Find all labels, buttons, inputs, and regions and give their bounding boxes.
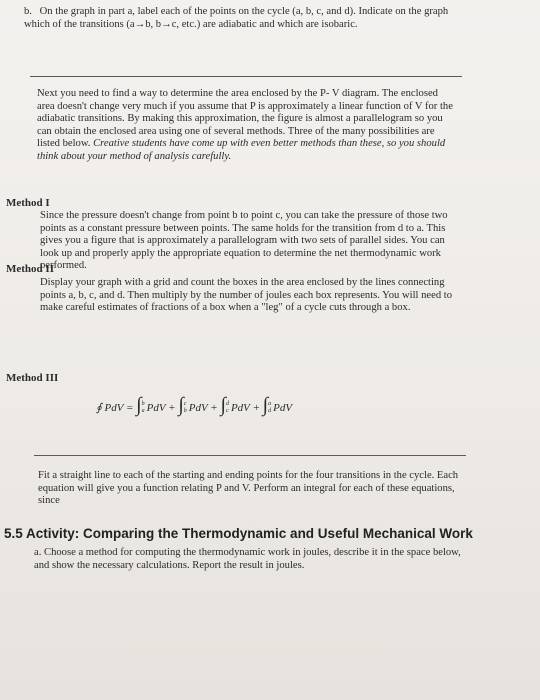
equation-term-4: PdV [273, 402, 293, 414]
intro-text: Next you need to find a way to determine the area enclosed by the P- V diagram. The enclosed area doesn't change very much if you assume that P is approximately a linear function of V for the adiabatic transitions. By making this approximation, the figure is almost a parallelogram so you can obtain the enclosed area using one of several methods. Three of the many possibilities are listed below. [37, 88, 453, 150]
integral-limits: a d [268, 401, 272, 415]
question-b [24, 6, 464, 31]
intro-paragraph [37, 88, 457, 164]
method-1-body: Since the pressure doesn't change from point b to point c, you can take the pressure of those two points as a constant pressure between points. The same holds for the transition from d to a. This gives you a figure that is approximately a parallelogram with two sets of parallel sides. You can look up and properly apply the appropriate equation to determine the net thermodynamic work performed. [40, 210, 448, 272]
question-a [34, 547, 474, 572]
method-1-title: Method I [6, 197, 50, 209]
method-3-title: Method III [6, 372, 59, 384]
question-a-letter: a. [34, 547, 42, 558]
method-3-body: Fit a straight line to each of the starting and ending points for the four transitions in the cycle. Each equation will give you a function relating P and V. Perform an integral for each of these equations, since [38, 470, 459, 507]
intro-italic-text: Creative students have come up with even better methods than these, so you should think about your method of analysis carefully. [37, 138, 446, 162]
equation-term-2: PdV + [188, 402, 218, 414]
method-2-title: Method II [6, 263, 54, 275]
divider-top [30, 76, 462, 77]
equation-term-3: PdV + [230, 402, 260, 414]
integral-sign-icon: ∫ [262, 394, 269, 416]
equation-lhs: ∮ PdV = [96, 402, 134, 414]
question-a-text: Choose a method for computing the thermodynamic work in joules, describe it in the space below, and show the necessary calculations. Report the result in joules. [34, 547, 461, 571]
equation-term-1: PdV + [146, 402, 176, 414]
integral-limits: d c [225, 401, 229, 415]
integral-limits: b a [141, 401, 145, 415]
divider-bottom [34, 455, 466, 456]
question-b-letter: b. [24, 6, 32, 17]
integral-sign-icon: ∫ [178, 394, 184, 416]
section-heading: 5.5 Activity: Comparing the Thermodynamic and Useful Mechanical Work [4, 526, 473, 541]
integral-limits: c b [183, 401, 187, 415]
question-b-text: On the graph in part a, label each of the points on the cycle (a, b, c, and d). Indicate on the graph which of the transitions (a→b, b→c, etc.) are adiabatic and which are isobaric. [24, 6, 449, 30]
method-2-body: Display your graph with a grid and count the boxes in the area enclosed by the lines connecting points a, b, c, and d. Then multiply by the number of joules each box represents. You will need to make careful estimates of fractions of a box when a "leg" of a cycle cuts through a box. [40, 277, 453, 314]
integral-equation [96, 394, 292, 417]
integral-sign-icon: ∫ [136, 394, 142, 416]
integral-sign-icon: ∫ [220, 394, 226, 416]
